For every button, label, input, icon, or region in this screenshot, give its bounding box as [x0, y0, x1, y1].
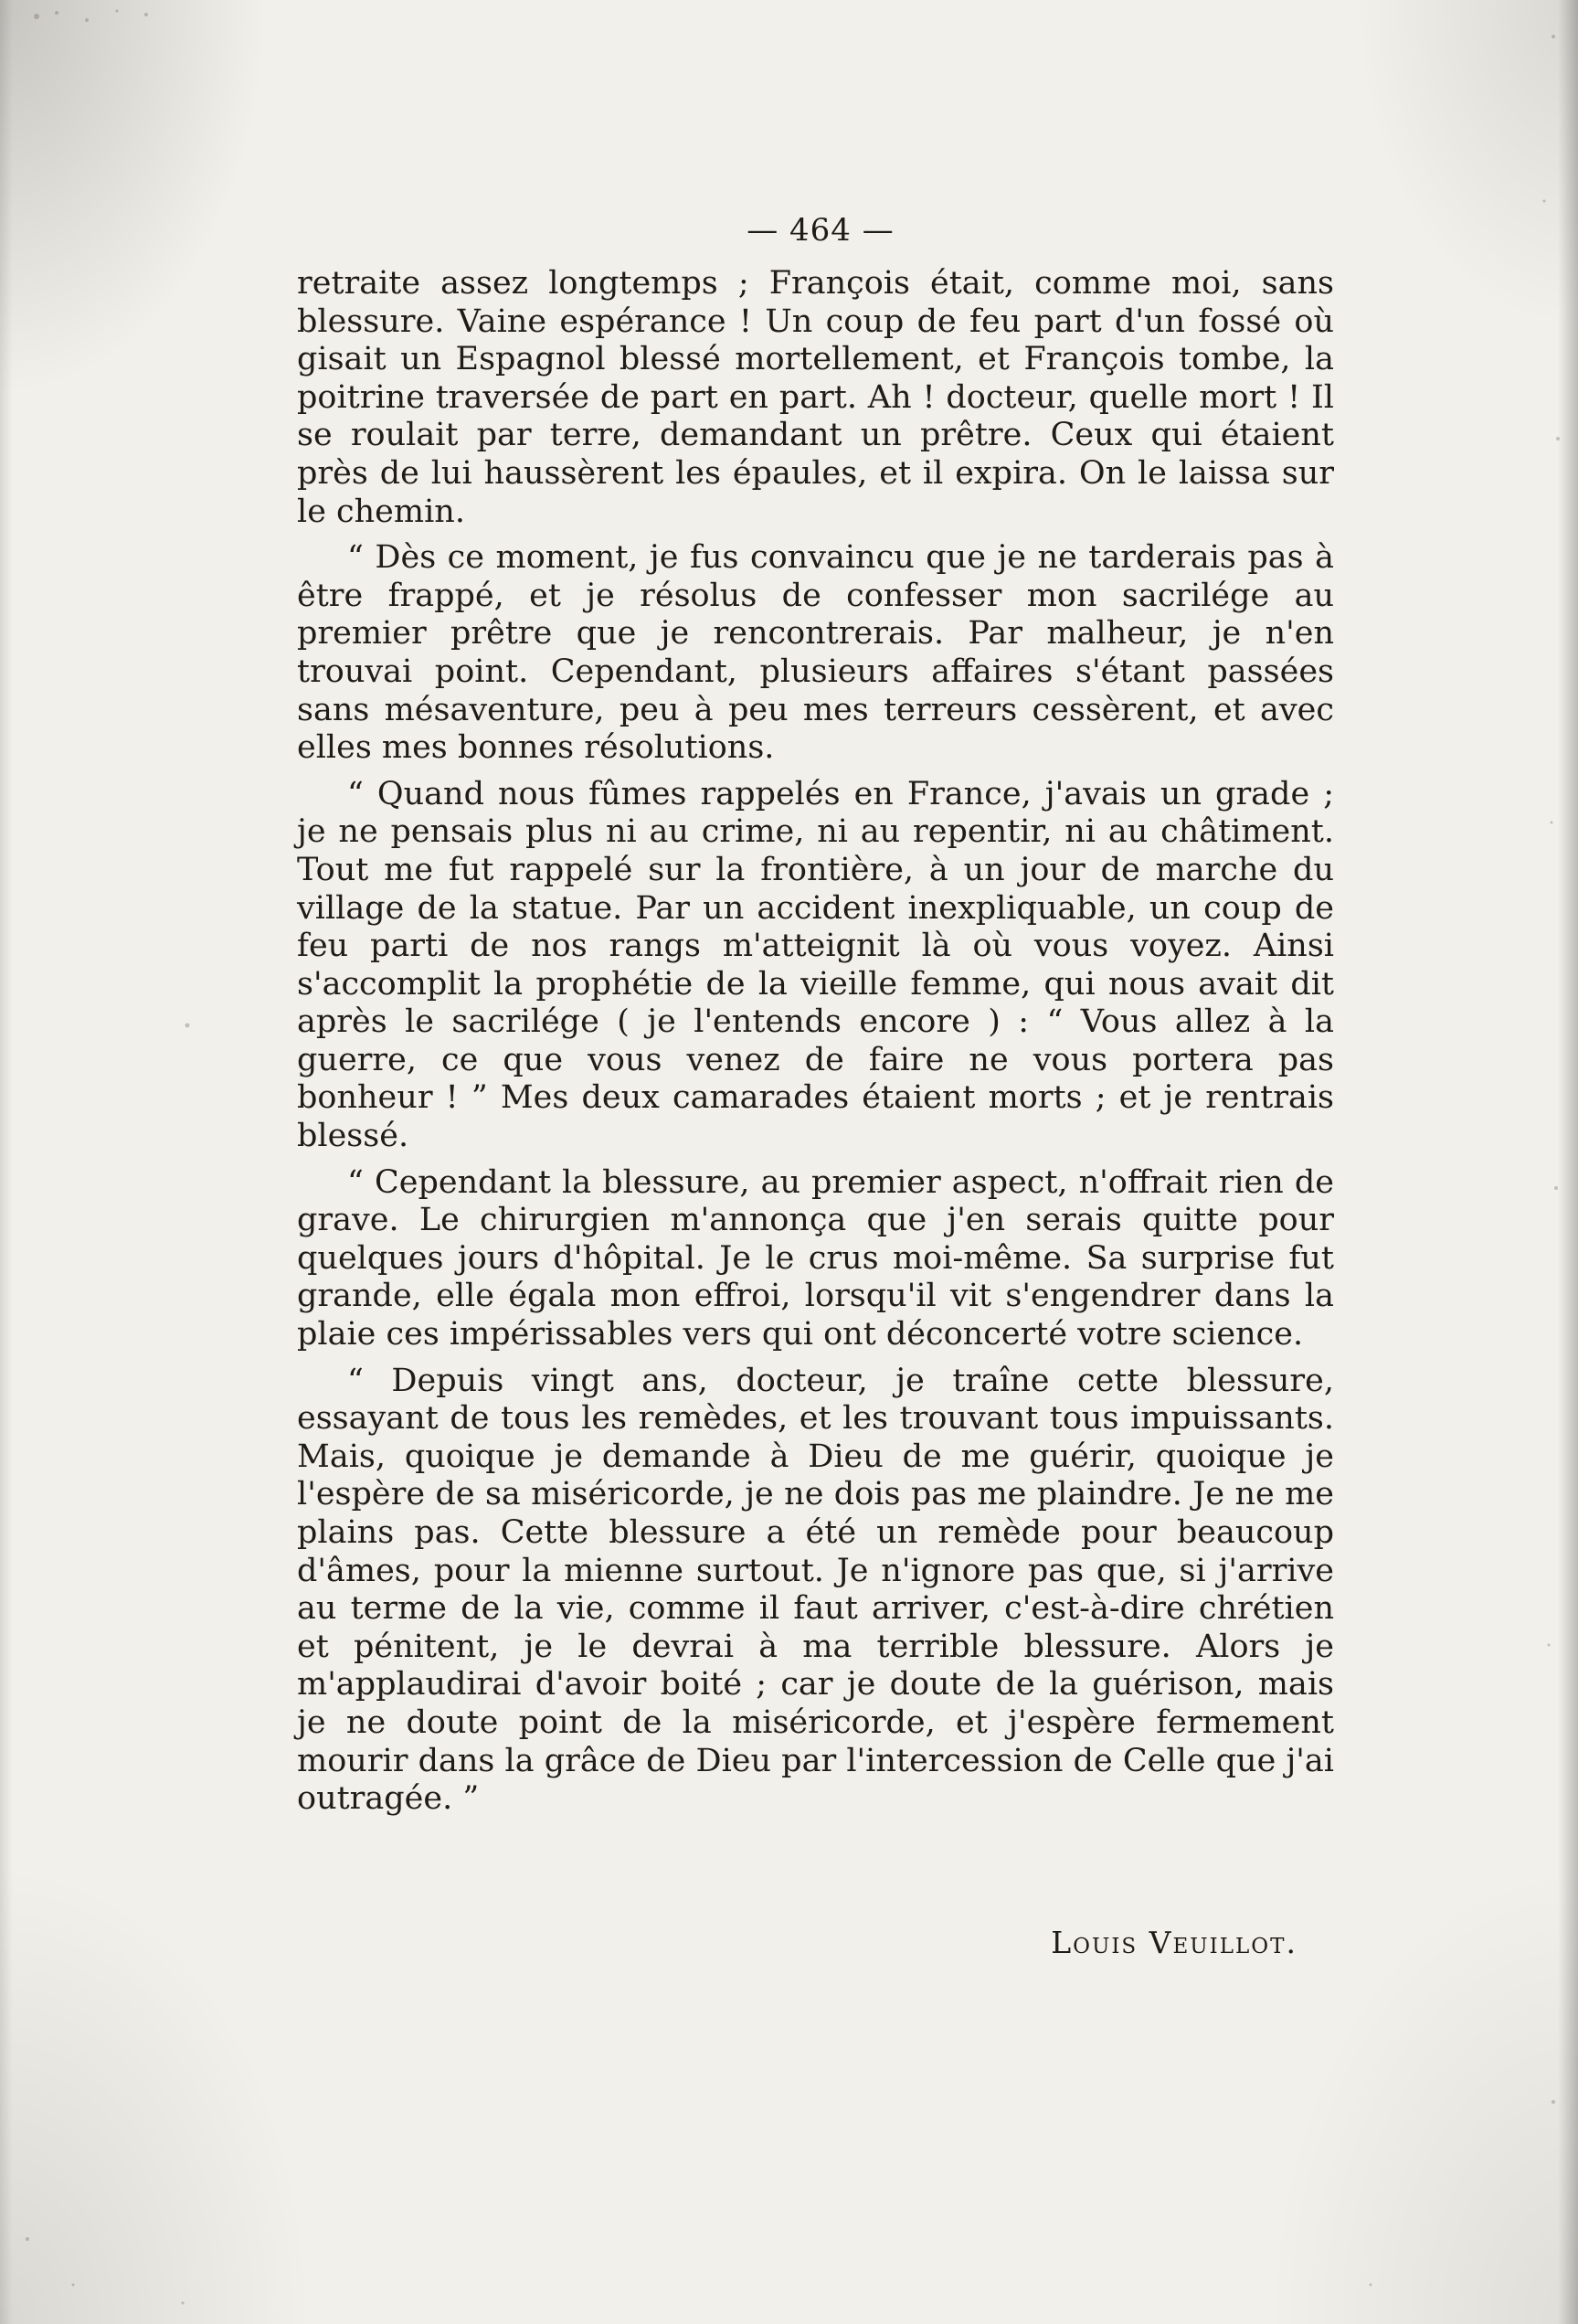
paragraph: “ Quand nous fûmes rappelés en France, j'avais un grade ; je ne pensais plus ni au crime, ni au repentir, ni au châtiment. Tout me fut rappelé sur la frontière, à un jour de marche du village de la statue. Par un accident inexpliquable, un coup de feu parti de nos rangs m'atteignit là où vous voyez. Ainsi s'accomplit la prophétie de la vieille femme, qui nous avait dit après le sacrilége ( je l'entends encore ) : “ Vous allez à la guerre, ce que vous venez de faire ne vous portera pas bonheur ! ” Mes deux camarades étaient morts ; et je rentrais blessé.	[297, 775, 1334, 1155]
page-number: — 464 —	[747, 212, 895, 249]
body-text	[297, 265, 1334, 1819]
paragraph-continuation: retraite assez longtemps ; François était, comme moi, sans blessure. Vaine espérance ! Un coup de feu part d'un fossé où gisait un Espagnol blessé mortellement, et François tombe, la poitrine traversée de part en part. Ah ! docteur, quelle mort ! Il se roulait par terre, demandant un prêtre. Ceux qui étaient près de lui haussèrent les épaules, et il expira. On le laissa sur le chemin.	[297, 265, 1334, 530]
paragraph: “ Depuis vingt ans, docteur, je traîne cette blessure, essayant de tous les remèdes, et les trouvant tous impuissants. Mais, quoique je demande à Dieu de me guérir, quoique je l'espère de sa miséricorde, je ne dois pas me plaindre. Je ne me plains pas. Cette blessure a été un remède pour beaucoup d'âmes, pour la mienne surtout. Je n'ignore pas que, si j'arrive au terme de la vie, comme il faut arriver, c'est-à-dire chrétien et pénitent, je le devrai à ma terrible blessure. Alors je m'applaudirai d'avoir boité ; car je doute de la guérison, mais je ne doute point de la miséricorde, et j'espère fermement mourir dans la grâce de Dieu par l'intercession de Celle que j'ai outragée. ”	[297, 1362, 1334, 1818]
paragraph: “ Dès ce moment, je fus convaincu que je ne tarderais pas à être frappé, et je résolus de confesser mon sacrilége au premier prêtre que je rencontrerais. Par malheur, je n'en trouvai point. Cependant, plusieurs affaires s'étant passées sans mésaventure, peu à peu mes terreurs cessèrent, et avec elles mes bonnes résolutions.	[297, 539, 1334, 767]
author-signature: Louis Veuillot.	[1051, 1925, 1297, 1960]
paragraph: “ Cependant la blessure, au premier aspect, n'offrait rien de grave. Le chirurgien m'annonça que j'en serais quitte pour quelques jours d'hôpital. Je le crus moi-même. Sa surprise fut grande, elle égala mon effroi, lorsqu'il vit s'engendrer dans la plaie ces impérissables vers qui ont déconcerté votre science.	[297, 1163, 1334, 1353]
page-left-shadow	[0, 0, 13, 2324]
page-right-shadow	[1558, 0, 1578, 2324]
